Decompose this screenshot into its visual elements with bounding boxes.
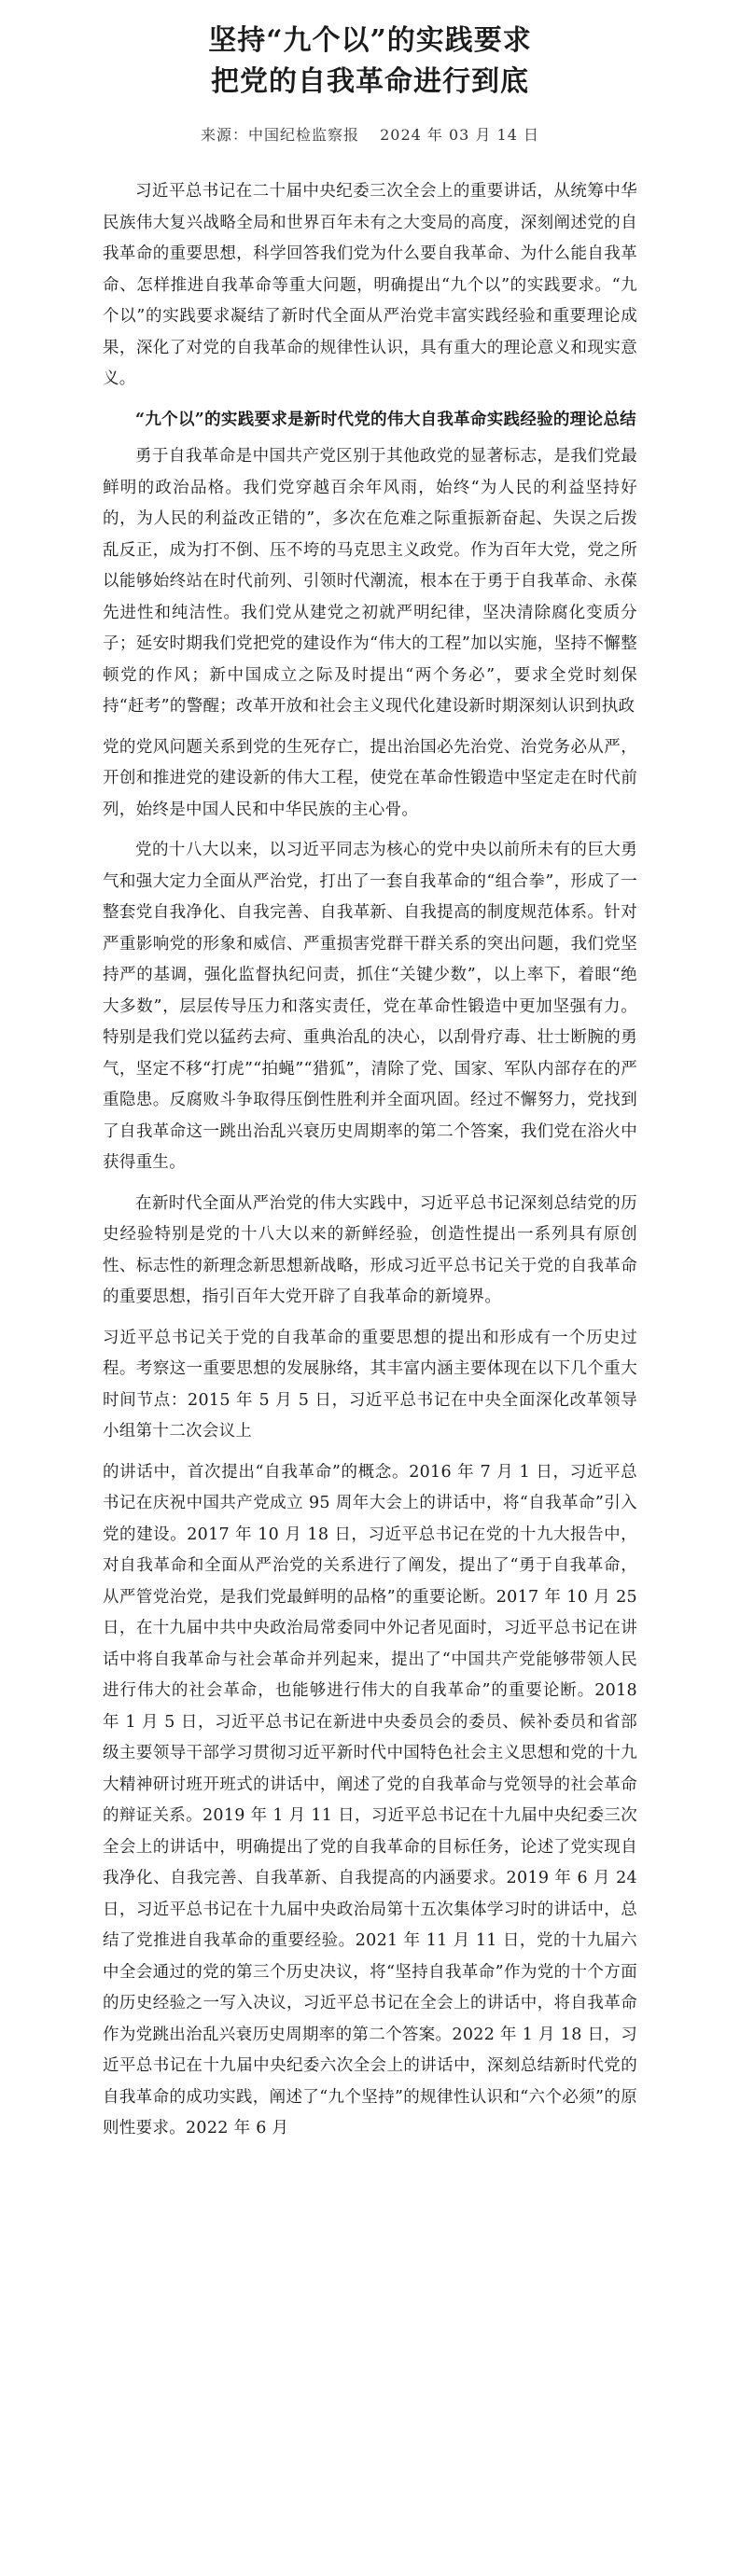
paragraph: 习近平总书记关于党的自我革命的重要思想的提出和形成有一个历史过程。考察这一重要思想的发展脉络，其丰富内涵主要体现在以下几个重大时间节点：2015 年 5 月 5 日，习近平总书记在中央全面深化改革领导小组第十二次会议上 (103, 1328, 637, 1441)
title-line-1: 坚持“九个以”的实践要求 (208, 24, 532, 57)
article-title (103, 21, 637, 103)
article-date: 2024 年 03 月 14 日 (380, 126, 539, 144)
paragraph: 在新时代全面从严治党的伟大实践中，习近平总书记深刻总结党的历史经验特别是党的十八大以来的新鲜经验，创造性提出一系列具有原创性、标志性的新理念新思想新战略，形成习近平总书记关于党的自我革命的重要思想，指引百年大党开辟了自我革命的新境界。 (103, 1193, 637, 1306)
section-heading: “九个以”的实践要求是新时代党的伟大自我革命实践经验的理论总结 (135, 410, 636, 429)
article-meta (103, 123, 637, 145)
paragraph: 党的十八大以来，以习近平同志为核心的党中央以前所未有的巨大勇气和强大定力全面从严治党，打出了一套自我革命的“组合拳”，形成了一整套党自我净化、自我完善、自我革新、自我提高的制度规范体系。针对严重影响党的形象和威信、严重损害党群干群关系的突出问题，我们党坚持严的基调，强化监督执纪问责，抓住“关键少数”，以上率下，着眼“绝大多数”，层层传导压力和落实责任，党在革命性锻造中更加坚强有力。特别是我们党以猛药去疴、重典治乱的决心，以刮骨疗毒、壮士断腕的勇气，坚定不移“打虎”“拍蝇”“猎狐”，清除了党、国家、军队内部存在的严重隐患。反腐败斗争取得压倒性胜利并全面巩固。经过不懈努力，党找到了自我革命这一跳出治乱兴衰历史周期率的第二个答案，我们党在浴火中获得重生。 (103, 841, 637, 1172)
article-source: 来源：中国纪检监察报 (201, 126, 360, 144)
paragraph-intro: 习近平总书记在二十届中央纪委三次全会上的重要讲话，从统筹中华民族伟大复兴战略全局和世界百年未有之大变局的高度，深刻阐述党的自我革命的重要思想，科学回答我们党为什么要自我革命、为什么能自我革命、怎样推进自我革命等重大问题，明确提出“九个以”的实践要求。“九个以”的实践要求凝结了新时代全面从严治党丰富实践经验和重要理论成果，深化了对党的自我革命的规律性认识，具有重大的理论意义和现实意义。 (103, 182, 637, 388)
paragraph-continued: 的讲话中，首次提出“自我革命”的概念。2016 年 7 月 1 日，习近平总书记在庆祝中国共产党成立 95 周年大会上的讲话中，将“自我革命”引入党的建设。2017 年 10 月 18 日，习近平总书记在党的十九大报告中，对自我革命和全面从严治党的关系进行了阐发，提出了“勇于自我革命，从严管党治党，是我们党最鲜明的品格”的重要论断。2017 年 10 月 25 日，在十九届中共中央政治局常委同中外记者见面时，习近平总书记在讲话中将自我革命与社会革命并列起来，提出了“中国共产党能够带领人民进行伟大的社会革命，也能够进行伟大的自我革命”的重要论断。2018 年 1 月 5 日，习近平总书记在新进中央委员会的委员、候补委员和省部级主要领导干部学习贯彻习近平新时代中国特色社会主义思想和党的十九大精神研讨班开班式的讲话中，阐述了党的自我革命与党领导的社会革命的辩证关系。2019 年 1 月 11 日，习近平总书记在十九届中央纪委三次全会上的讲话中，明确提出了党的自我革命的目标任务，论述了党实现自我净化、自我完善、自我革新、自我提高的内涵要求。2019 年 6 月 24 日，习近平总书记在十九届中央政治局第十五次集体学习时的讲话中，总结了党推进自我革命的重要经验。2021 年 11 月 11 日，党的十九届六中全会通过的党的第三个历史决议，将“坚持自我革命”作为党的十个方面的历史经验之一写入决议，习近平总书记在全会上的讲话中，将自我革命作为党跳出治乱兴衰历史周期率的第二个答案。2022 年 1 月 18 日，习近平总书记在十九届中央纪委六次全会上的讲话中，深刻总结新时代党的自我革命的成功实践，阐述了“九个坚持”的规律性认识和“六个必须”的原则性要求。2022 年 6 月 (103, 1462, 637, 2137)
paragraph: 勇于自我革命是中国共产党区别于其他政党的显著标志，是我们党最鲜明的政治品格。我们党穿越百余年风雨，始终“为人民的利益坚持好的，为人民的利益改正错的”，多次在危难之际重振新奋起、失误之后拨乱反正，成为打不倒、压不垮的马克思主义政党。作为百年大党，党之所以能够始终站在时代前列、引领时代潮流，根本在于勇于自我革命、永葆先进性和纯洁性。我们党从建党之初就严明纪律，坚决清除腐化变质分子；延安时期我们党把党的建设作为“伟大的工程”加以实施，坚持不懈整顿党的作风；新中国成立之际及时提出“两个务必”，要求全党时刻保持“赶考”的警醒；改革开放和社会主义现代化建设新时期深刻认识到执政 (103, 447, 637, 716)
paragraph-continued: 党的党风问题关系到党的生死存亡，提出治国必先治党、治党务必从严，开创和推进党的建设新的伟大工程，使党在革命性锻造中坚定走在时代前列，始终是中国人民和中华民族的主心骨。 (103, 737, 637, 819)
title-line-2: 把党的自我革命进行到底 (211, 65, 529, 98)
